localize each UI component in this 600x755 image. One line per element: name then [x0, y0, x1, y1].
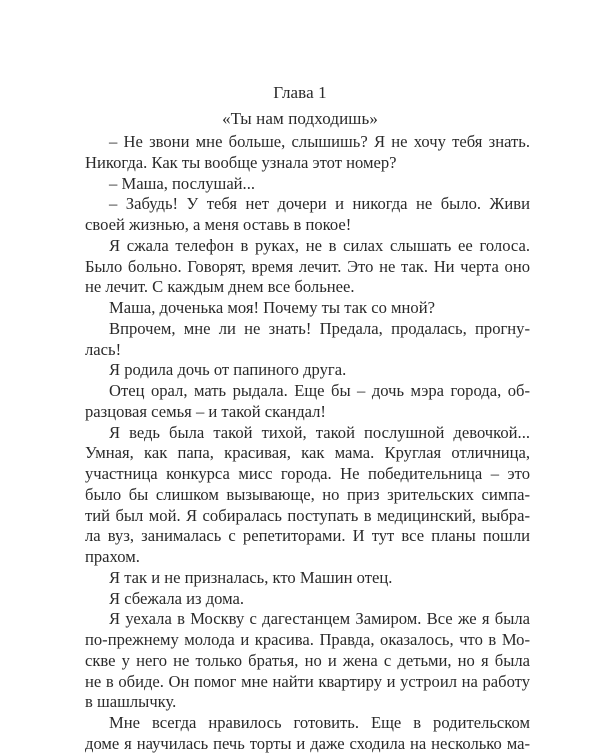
text-line: – Маша, послушай... [109, 173, 256, 193]
chapter-heading [0, 80, 600, 132]
text-line: Мне всегда нравилось готовить. Еще в родительском [109, 713, 530, 732]
text-line: ла вуз, занималась с репетиторами. И тут все планы пошли [85, 526, 530, 546]
chapter-title: «Ты нам подходишь» [222, 109, 378, 128]
text-line: лась! [85, 339, 122, 359]
text-line: Было больно. Говорят, время лечит. Это не так. Ни черта оно [85, 256, 530, 276]
text-line: скве у него не только братья, но и жена с детьми, но я была [85, 650, 530, 670]
text-line: не лечит. С каждым днем все больнее. [85, 277, 355, 297]
text-line: Маша, доченька моя! Почему ты так со мной? [109, 298, 435, 317]
text-line: тий был мой. Я собиралась поступать в медицинский, выбра- [85, 505, 530, 525]
text-line: Я родила дочь от папиного друга. [109, 360, 347, 380]
text-line: Я сжала телефон в руках, не в силах слышать ее голоса. [109, 235, 530, 255]
text-line: Я ведь была такой тихой, такой послушной девочкой... [109, 422, 530, 442]
text-line: прахом. [85, 547, 140, 566]
text-line: Я сбежала из дома. [109, 588, 245, 608]
text-line: Никогда. Как ты вообще узнала этот номер? [85, 152, 397, 172]
chapter-number: Глава 1 [273, 83, 327, 102]
text-line: не в обиде. Он помог мне найти квартиру и устроил на работу [85, 671, 530, 691]
text-line: – Не звони мне больше, слышишь? Я не хочу тебя знать. [109, 132, 530, 151]
chapter-body [85, 132, 530, 755]
text-line: по-прежнему молода и красива. Правда, оказалось, что в Мо- [85, 630, 530, 649]
text-line: своей жизнью, а меня оставь в покое! [85, 215, 352, 234]
text-line: Впрочем, мне ли не знать! Предала, продалась, прогну- [109, 318, 530, 338]
text-line: доме я научилась печь торты и даже сходила на несколько ма- [85, 733, 530, 753]
text-line: в шашлычку. [85, 692, 177, 712]
text-line: участница конкурса мисс города. Не победительница – это [85, 464, 530, 483]
text-line: Я уехала в Москву с дагестанцем Замиром. Все же я была [109, 609, 530, 629]
text-line: разцовая семья – и такой скандал! [85, 401, 326, 421]
text-line: было бы слишком вызывающе, но приз зрительских симпа- [85, 484, 530, 504]
text-line: Умная, как папа, красивая, как мама. Круглая отличница, [85, 443, 530, 463]
text-line: Я так и не призналась, кто Машин отец. [109, 567, 393, 587]
text-line: – Забудь! У тебя нет дочери и никогда не было. Живи [109, 194, 530, 214]
text-line: Отец орал, мать рыдала. Еще бы – дочь мэра города, об- [109, 381, 530, 400]
